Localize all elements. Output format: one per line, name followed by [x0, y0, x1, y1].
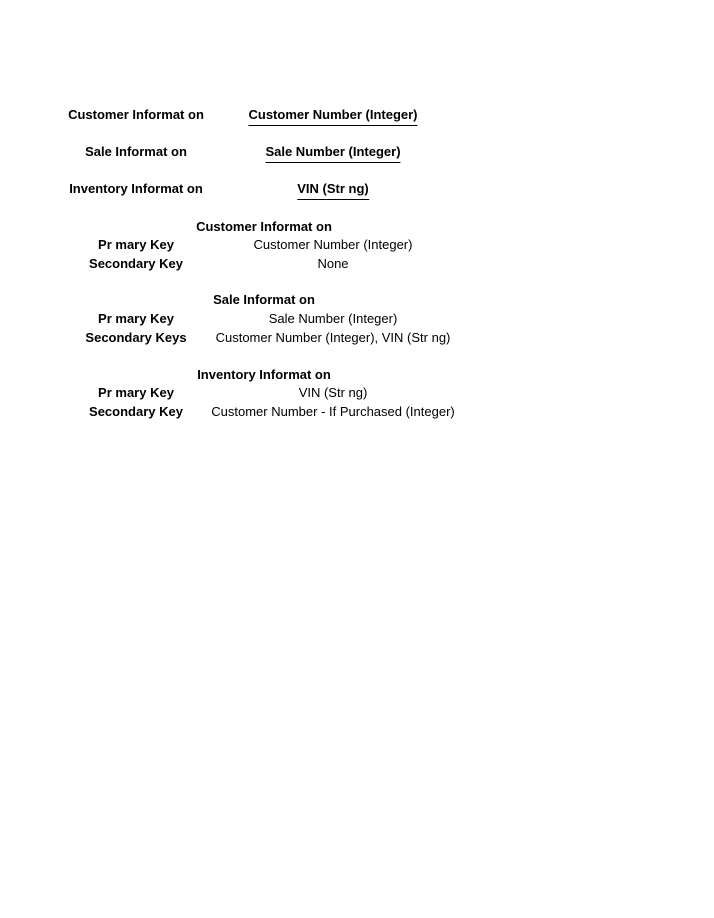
secondary-key-value: None	[317, 256, 349, 271]
summary-label-customer: Customer Informat on	[68, 107, 204, 122]
secondary-key-label: Secondary Key	[89, 256, 183, 271]
secondary-key-value: Customer Number - If Purchased (Integer)	[211, 404, 455, 419]
table-title-customer: Customer Informat on	[196, 219, 332, 234]
table-title-sale: Sale Informat on	[213, 292, 315, 307]
summary-key-sale: Sale Number (Integer)	[265, 143, 400, 163]
secondary-keys-label: Secondary Keys	[85, 330, 187, 345]
primary-key-label: Pr mary Key	[98, 385, 174, 400]
summary-key-inventory: VIN (Str ng)	[297, 180, 369, 200]
primary-key-value: VIN (Str ng)	[298, 385, 368, 400]
table-title-inventory: Inventory Informat on	[197, 367, 331, 382]
primary-key-value: Sale Number (Integer)	[268, 311, 398, 326]
summary-label-inventory: Inventory Informat on	[69, 181, 203, 196]
secondary-keys-value: Customer Number (Integer), VIN (Str ng)	[215, 330, 451, 345]
primary-key-label: Pr mary Key	[98, 311, 174, 326]
primary-key-value: Customer Number (Integer)	[253, 237, 413, 252]
summary-key-customer: Customer Number (Integer)	[248, 106, 417, 126]
primary-key-label: Pr mary Key	[98, 237, 174, 252]
secondary-key-label: Secondary Key	[89, 404, 183, 419]
summary-label-sale: Sale Informat on	[85, 144, 187, 159]
